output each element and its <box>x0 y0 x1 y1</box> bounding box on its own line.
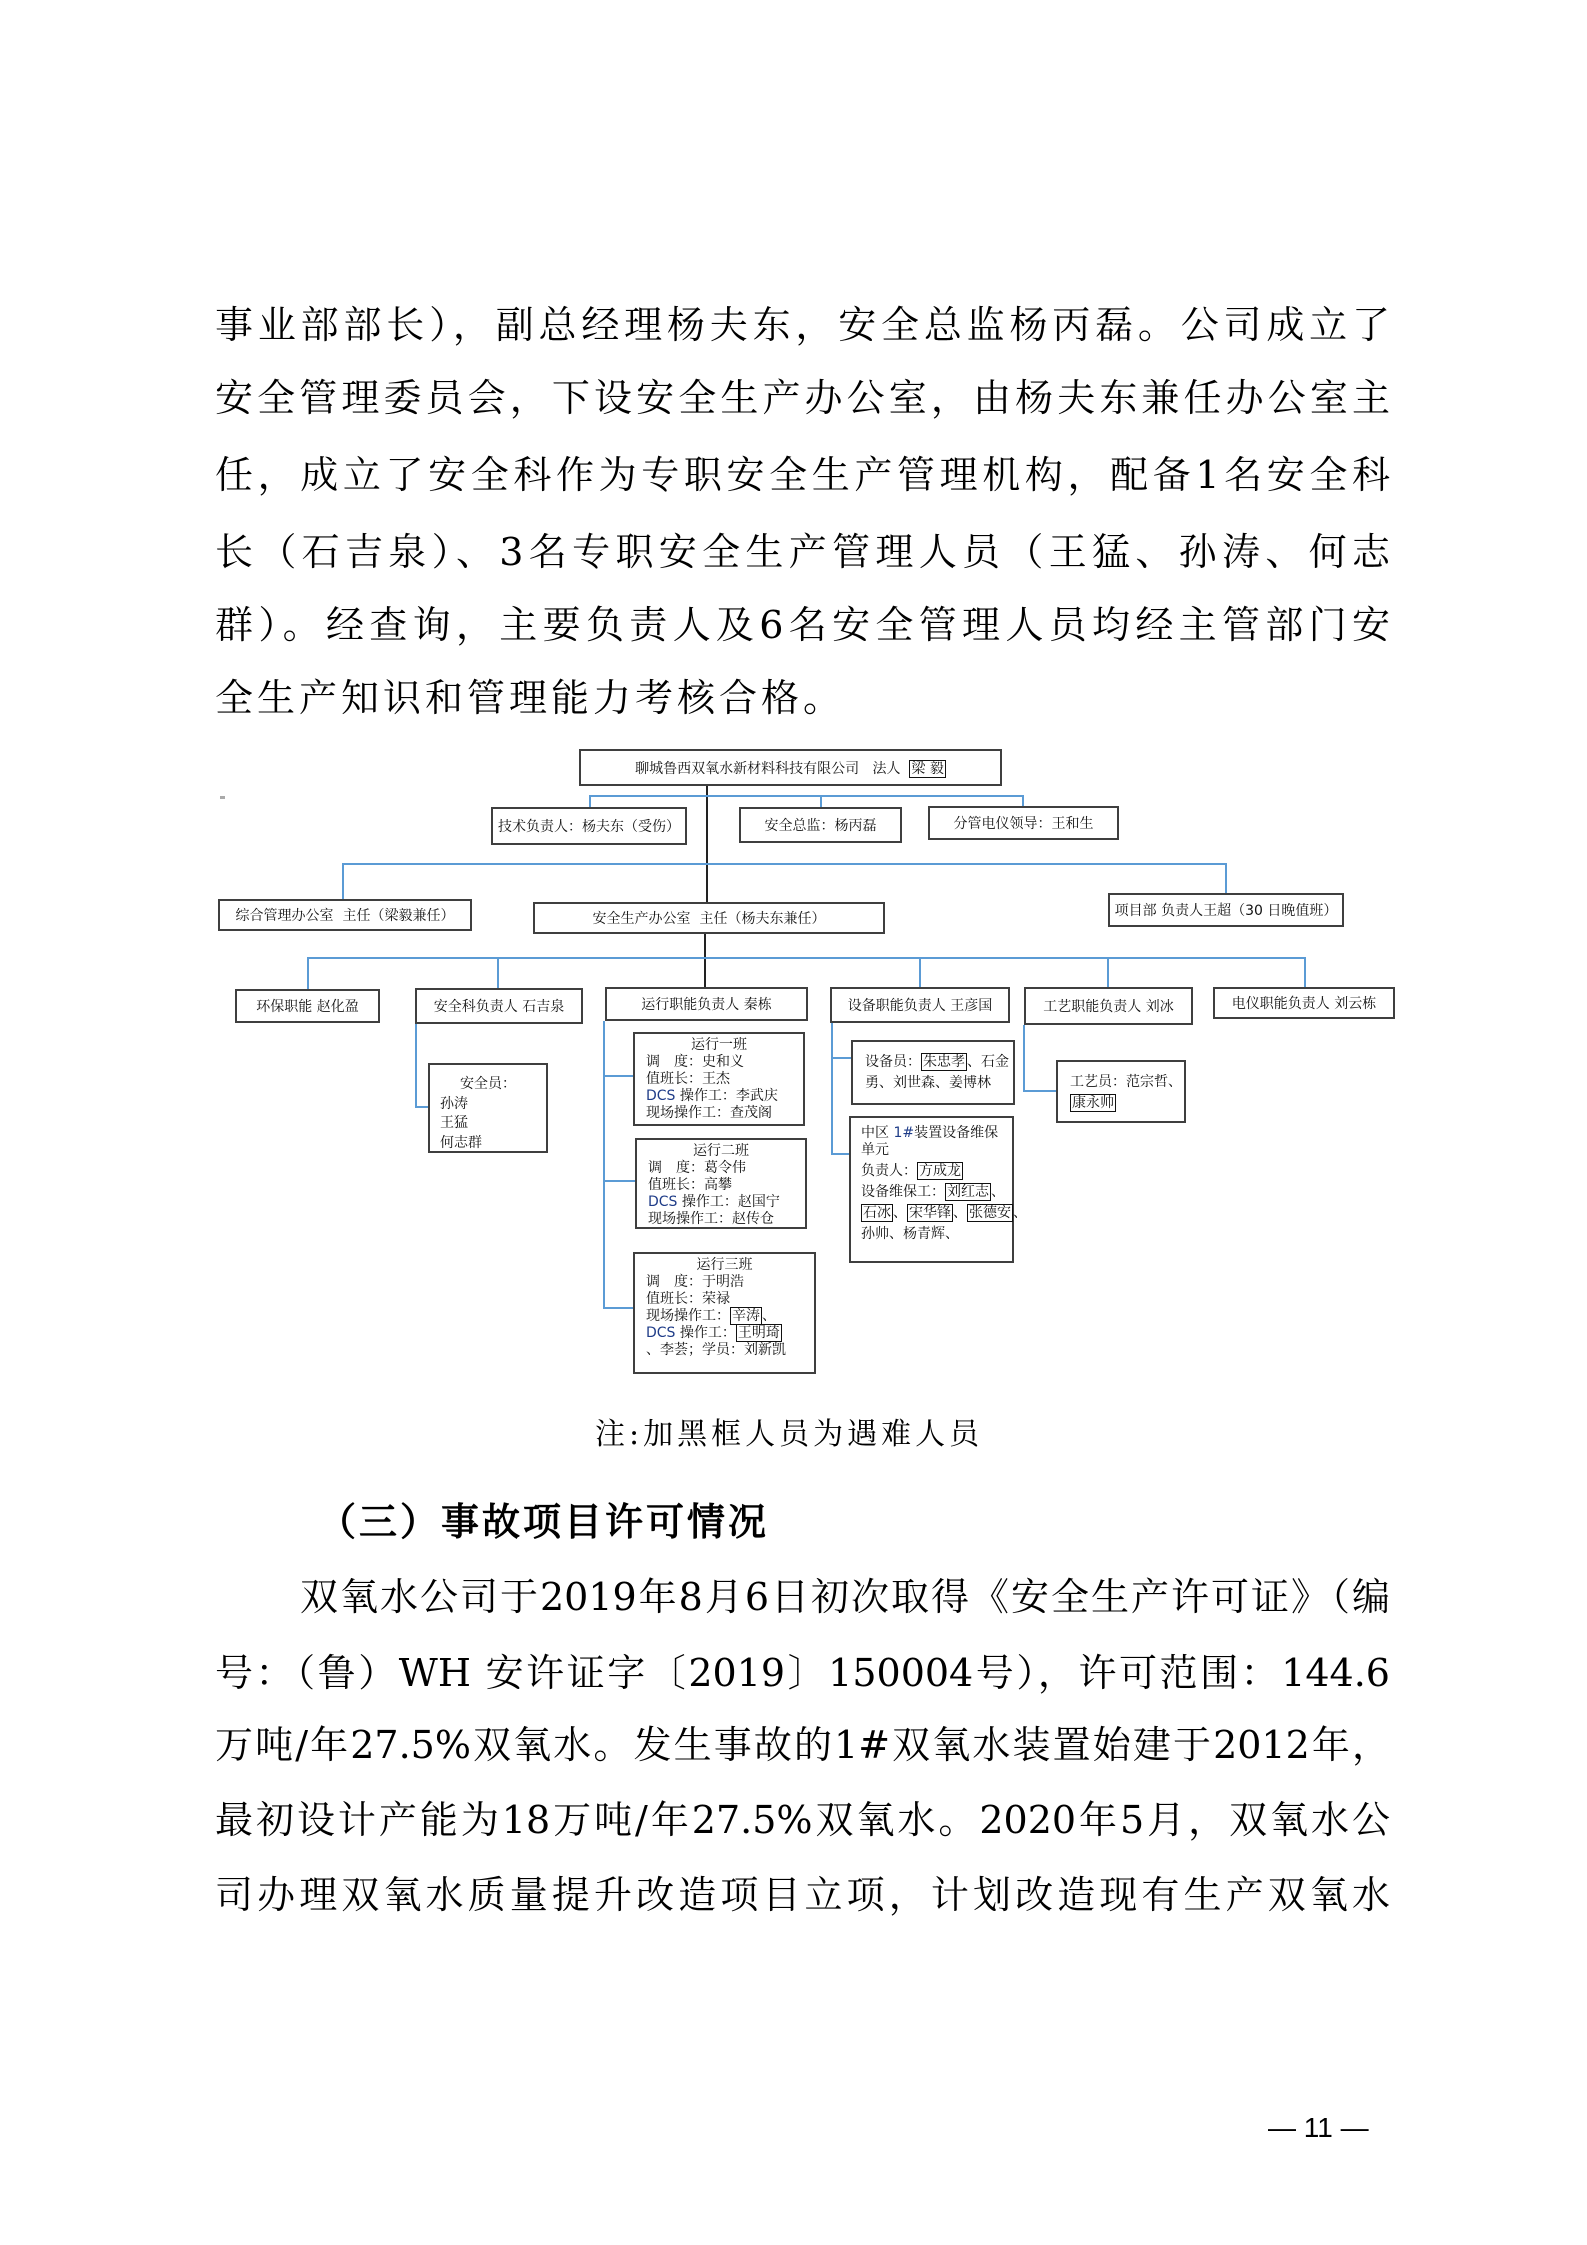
paragraph-2-line-2: 号：（鲁）WH 安许证字〔2019〕150004号），许可范围：144.6 <box>215 1651 1390 1695</box>
node-text-line <box>646 1325 814 1342</box>
node-text-line <box>440 1075 546 1095</box>
node-company <box>579 749 1002 786</box>
connector-environmental <box>307 957 309 989</box>
text-segment: 分管电仪领导：王和生 <box>953 816 1094 832</box>
text-segment: 调 度：史和义 <box>646 1054 744 1070</box>
text-segment: 安全生产办公室 主任（杨夫东兼任） <box>592 911 826 927</box>
node-text-line <box>646 1071 803 1088</box>
paragraph-2-line-1: 双氧水公司于2019年8月6日初次取得《安全生产许可证》（编 <box>300 1575 1390 1619</box>
node-text-line <box>648 1143 805 1160</box>
text-segment: 综合管理办公室 主任（梁毅兼任） <box>235 908 455 924</box>
paragraph-1-line-6: 全生产知识和管理能力考核合格。 <box>215 676 846 720</box>
text-segment: 、 <box>893 1205 907 1221</box>
text-segment: 值班长：王杰 <box>646 1071 730 1087</box>
text-segment: 操作工：李武庆 <box>675 1088 778 1104</box>
victim-name-boxed: 石冰 <box>863 1205 891 1221</box>
node-text-line <box>440 1134 546 1154</box>
node-text-line <box>646 1291 814 1308</box>
node-text-line <box>861 1125 1012 1142</box>
node-text-line <box>648 1177 805 1194</box>
node-text-line <box>646 1054 803 1071</box>
text-segment: 调 度：葛令伟 <box>648 1160 746 1176</box>
node-text-line <box>1070 1093 1184 1114</box>
accent-label: DCS <box>646 1325 676 1341</box>
text-segment: 运行二班 <box>693 1143 749 1159</box>
text-segment: 、 <box>953 1205 967 1221</box>
text-segment: 聊城鲁西双氧水新材料科技有限公司 法人 <box>635 760 910 777</box>
node-text-line <box>861 1205 1027 1222</box>
node-electrical-leader <box>928 806 1119 840</box>
text-segment: 王猛 <box>440 1115 468 1131</box>
text-segment: 值班长：荣禄 <box>646 1291 730 1307</box>
text-segment: 设备职能负责人 王彦国 <box>847 998 993 1014</box>
node-text-line <box>593 908 826 928</box>
text-segment: 操作工：赵国宁 <box>677 1194 780 1210</box>
text-segment: 运行一班 <box>691 1037 747 1053</box>
paragraph-1-line-2: 安全管理委员会，下设安全生产办公室，由杨夫东兼任办公室主 <box>215 376 1390 420</box>
text-segment: 、石金 <box>967 1054 1009 1070</box>
connector-shift-3 <box>603 1307 634 1309</box>
text-segment: 现场操作工：赵传仓 <box>648 1211 774 1227</box>
node-text-line <box>865 1073 1013 1094</box>
node-electrical-instrument <box>1213 987 1395 1019</box>
text-segment: 、李荟；学员：刘新凯 <box>646 1342 786 1358</box>
text-segment: 、 <box>1013 1205 1027 1221</box>
connector-shift-1 <box>603 1075 634 1077</box>
victim-name-boxed: 宋华锋 <box>909 1205 951 1221</box>
connector-general-office <box>342 863 344 899</box>
connector-safety-staff-vertical <box>415 1024 417 1108</box>
connector-safety-section <box>497 957 499 988</box>
node-shift-3 <box>633 1252 816 1374</box>
text-segment: 运行三班 <box>696 1257 753 1273</box>
connector-process-vertical <box>1023 1025 1025 1092</box>
paragraph-1-line-3: 任，成立了安全科作为专职安全生产管理机构，配备1名安全科 <box>215 453 1390 497</box>
text-segment: 安全科负责人 石吉泉 <box>433 999 565 1015</box>
node-text-line <box>648 1160 805 1177</box>
node-text-line <box>646 1274 814 1291</box>
text-segment: 安全员： <box>460 1076 516 1092</box>
node-text-line <box>440 1095 546 1115</box>
level-3-connector <box>307 957 1306 959</box>
victim-name-boxed: 辛涛 <box>732 1308 760 1324</box>
text-segment: 何志群 <box>440 1134 482 1151</box>
node-text-line <box>648 1211 805 1228</box>
text-segment: 操作工： <box>675 1325 736 1341</box>
paragraph-1-line-1: 事业部部长），副总经理杨夫东，安全总监杨丙磊。公司成立了 <box>215 303 1390 347</box>
victim-name-boxed: 朱忠孝 <box>923 1054 965 1070</box>
connector-safety-director <box>820 795 822 807</box>
text-segment: 孙涛 <box>440 1095 468 1112</box>
text-segment: 勇、刘世森、姜博林 <box>865 1075 991 1091</box>
node-text-line <box>865 1052 1013 1073</box>
node-text-line <box>440 1114 546 1134</box>
text-segment: 运行职能负责人 秦栋 <box>641 997 772 1013</box>
node-text-line <box>1043 996 1173 1016</box>
node-text-line <box>635 758 946 778</box>
accent-label: 1# <box>893 1125 915 1141</box>
text-segment: 项目部 负责人王超（30 日晚值班） <box>1114 903 1338 919</box>
text-segment: 负责人： <box>861 1163 917 1179</box>
section-heading: （三）事故项目许可情况 <box>318 1499 770 1544</box>
connector-project-dept <box>1225 863 1227 893</box>
node-text-line <box>861 1184 1012 1201</box>
connector-maintenance-unit <box>831 1153 850 1155</box>
node-text-line <box>648 1194 805 1211</box>
node-text-line <box>646 1105 803 1122</box>
connector-shift-2 <box>603 1180 636 1182</box>
text-segment: 现场操作工： <box>646 1308 730 1324</box>
node-maintenance-unit <box>849 1116 1027 1263</box>
connector-equipment-staff <box>831 1057 852 1059</box>
stray-mark <box>220 796 225 799</box>
text-segment: 工艺员：范宗哲、 <box>1070 1074 1182 1090</box>
text-segment: 电仪职能负责人 刘云栋 <box>1231 996 1377 1012</box>
accent-label: DCS <box>648 1194 678 1210</box>
connector-process-staff <box>1023 1090 1057 1092</box>
node-shift-1 <box>633 1032 805 1126</box>
connector-electrical-leader <box>1022 795 1024 806</box>
node-text-line <box>646 1088 803 1105</box>
connector-equipment <box>919 957 921 987</box>
node-environmental <box>235 989 380 1023</box>
text-segment: 设备维保工： <box>861 1184 945 1200</box>
node-general-office <box>218 899 472 931</box>
text-segment: 孙帅、杨青辉、 <box>861 1226 959 1242</box>
text-segment: 中区 <box>861 1125 894 1141</box>
victim-name-boxed: 梁 毅 <box>911 760 944 777</box>
node-equipment-staff <box>851 1040 1015 1105</box>
node-text-line <box>646 1308 814 1325</box>
node-process-staff <box>1056 1060 1186 1123</box>
node-text-line <box>1070 1072 1184 1093</box>
text-segment: 、 <box>991 1184 1005 1200</box>
page-number: — 11 — <box>1268 2112 1369 2143</box>
connector-process <box>1107 957 1109 987</box>
node-text-line <box>861 1142 1012 1159</box>
node-text-line <box>256 996 358 1016</box>
node-safety-section <box>415 988 583 1024</box>
node-text-line <box>848 995 992 1015</box>
level-2-connector <box>342 863 1227 865</box>
node-text-line <box>646 1342 814 1359</box>
node-text-line <box>434 996 564 1016</box>
paragraph-2-line-5: 司办理双氧水质量提升改造项目立项，计划改造现有生产双氧水 <box>215 1873 1390 1917</box>
paragraph-2-line-3: 万吨/年27.5%双氧水。发生事故的1#双氧水装置始建于2012年， <box>215 1723 1390 1767</box>
text-segment: 调 度：于明浩 <box>646 1274 744 1290</box>
victim-name-boxed: 王明琦 <box>737 1325 780 1341</box>
node-text-line <box>1232 993 1376 1013</box>
node-shift-2 <box>635 1138 807 1229</box>
node-text-line <box>646 1037 803 1054</box>
text-segment: 环保职能 赵化盈 <box>256 999 359 1015</box>
node-text-line <box>641 994 771 1014</box>
node-technical-lead <box>491 807 687 845</box>
victim-name-boxed: 方成龙 <box>919 1163 961 1179</box>
level-1-connector <box>589 795 1024 797</box>
node-text-line <box>861 1226 1012 1243</box>
node-safety-director <box>739 807 902 843</box>
text-segment: 单元 <box>861 1142 889 1158</box>
text-segment: 、 <box>762 1308 776 1324</box>
node-process <box>1024 987 1193 1025</box>
node-text-line <box>861 1163 1012 1180</box>
victim-name-boxed: 张德安 <box>969 1205 1011 1221</box>
connector-shifts-vertical <box>603 1021 605 1309</box>
connector-equipment-vertical <box>831 1023 833 1155</box>
victim-name-boxed: 刘红志 <box>947 1184 989 1200</box>
text-segment: 技术负责人：杨夫东（受伤） <box>498 819 680 835</box>
text-segment: 值班长：高攀 <box>648 1177 732 1193</box>
connector-technical-lead <box>589 795 591 807</box>
node-operations <box>605 987 808 1021</box>
trunk-connector-upper <box>706 786 708 902</box>
node-text-line <box>954 813 1094 833</box>
node-text-line <box>236 905 455 925</box>
figure-caption: 注:加黑框人员为遇难人员 <box>595 1417 984 1452</box>
text-segment: 安全总监：杨丙磊 <box>764 818 877 834</box>
text-segment: 装置设备维保 <box>914 1125 999 1141</box>
node-text-line <box>1115 900 1338 920</box>
text-segment: 现场操作工：查茂阁 <box>646 1105 772 1121</box>
trunk-connector-lower <box>704 934 706 987</box>
node-safety-office <box>533 902 885 934</box>
node-safety-staff <box>428 1063 548 1153</box>
node-text-line <box>765 815 877 835</box>
node-equipment <box>830 987 1010 1023</box>
paragraph-1-line-5: 群）。经查询，主要负责人及6名安全管理人员均经主管部门安 <box>215 603 1390 647</box>
paragraph-2-line-4: 最初设计产能为18万吨/年27.5%双氧水。2020年5月，双氧水公 <box>215 1798 1390 1842</box>
connector-safety-staff <box>415 1106 429 1108</box>
accent-label: DCS <box>646 1088 676 1104</box>
text-segment: 工艺职能负责人 刘冰 <box>1043 999 1174 1015</box>
connector-electrical-instrument <box>1304 957 1306 987</box>
paragraph-1-line-4: 长（石吉泉）、3名专职安全生产管理人员（王猛、孙涛、何志 <box>215 530 1390 574</box>
victim-name-boxed: 康永帅 <box>1072 1095 1114 1111</box>
node-text-line <box>498 816 680 836</box>
text-segment: 设备员： <box>865 1054 921 1070</box>
node-text-line <box>646 1257 814 1274</box>
node-project-dept <box>1108 893 1344 927</box>
